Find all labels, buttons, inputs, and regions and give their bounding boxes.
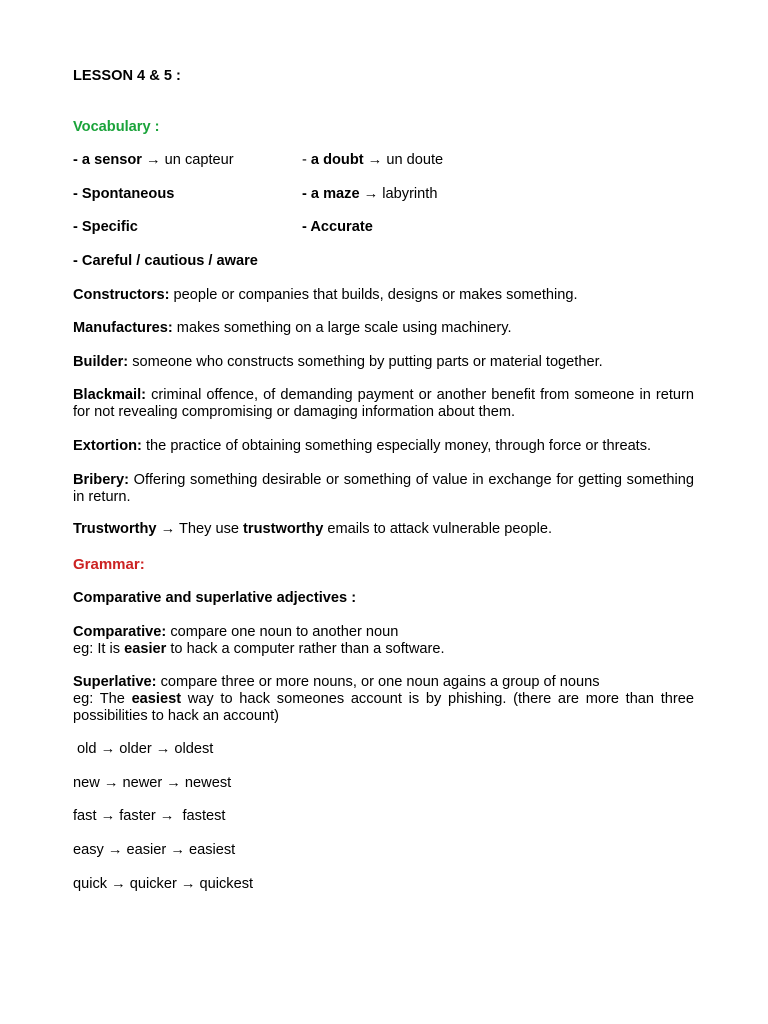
vocab-maze: - a maze → labyrinth <box>302 186 438 202</box>
superlative-example: eg: The easiest way to hack someones account is by phishing. (there are more than three possibilities to hack an account) <box>73 691 694 724</box>
vocab-specific: - Specific <box>73 219 138 235</box>
comparative-definition: Comparative: compare one noun to another noun <box>73 624 399 640</box>
grammar-superlative <box>73 674 694 725</box>
grammar-subheading: Comparative and superlative adjectives : <box>73 590 357 606</box>
example-new: new → newer → newest <box>73 775 232 791</box>
definition-builder: Builder: someone who constructs something by putting parts or material together. <box>73 354 603 370</box>
definition-trustworthy: Trustworthy → They use trustworthy emails to attack vulnerable people. <box>73 521 553 537</box>
superlative-definition: Superlative: compare three or more nouns, or one noun agains a group of nouns <box>73 674 600 690</box>
comparative-example: eg: It is easier to hack a computer rather than a software. <box>73 641 445 657</box>
definition-bribery: Bribery: Offering something desirable or something of value in exchange for getting something in return. <box>73 472 694 505</box>
vocab-careful: - Careful / cautious / aware <box>73 253 258 269</box>
definition-constructors: Constructors: people or companies that builds, designs or makes something. <box>73 287 578 303</box>
definition-blackmail: Blackmail: criminal offence, of demanding payment or another benefit from someone in return for not revealing compromising or damaging information about them. <box>73 387 694 420</box>
example-fast: fast → faster → fastest <box>73 808 226 824</box>
vocab-sensor: - a sensor → un capteur <box>73 152 234 168</box>
example-easy: easy → easier → easiest <box>73 842 236 858</box>
vocab-accurate: - Accurate <box>302 219 373 235</box>
lesson-title: LESSON 4 & 5 : <box>73 68 181 84</box>
vocab-doubt: - a doubt → un doute <box>302 152 444 168</box>
vocab-spontaneous: - Spontaneous <box>73 186 175 202</box>
definition-extortion: Extortion: the practice of obtaining something especially money, through force or threats. <box>73 438 652 454</box>
grammar-comparative <box>73 624 694 658</box>
vocabulary-heading: Vocabulary : <box>73 119 160 135</box>
definition-manufactures: Manufactures: makes something on a large scale using machinery. <box>73 320 512 336</box>
example-old: old → older → oldest <box>73 741 214 757</box>
grammar-heading: Grammar: <box>73 556 145 573</box>
example-quick: quick → quicker → quickest <box>73 876 254 892</box>
